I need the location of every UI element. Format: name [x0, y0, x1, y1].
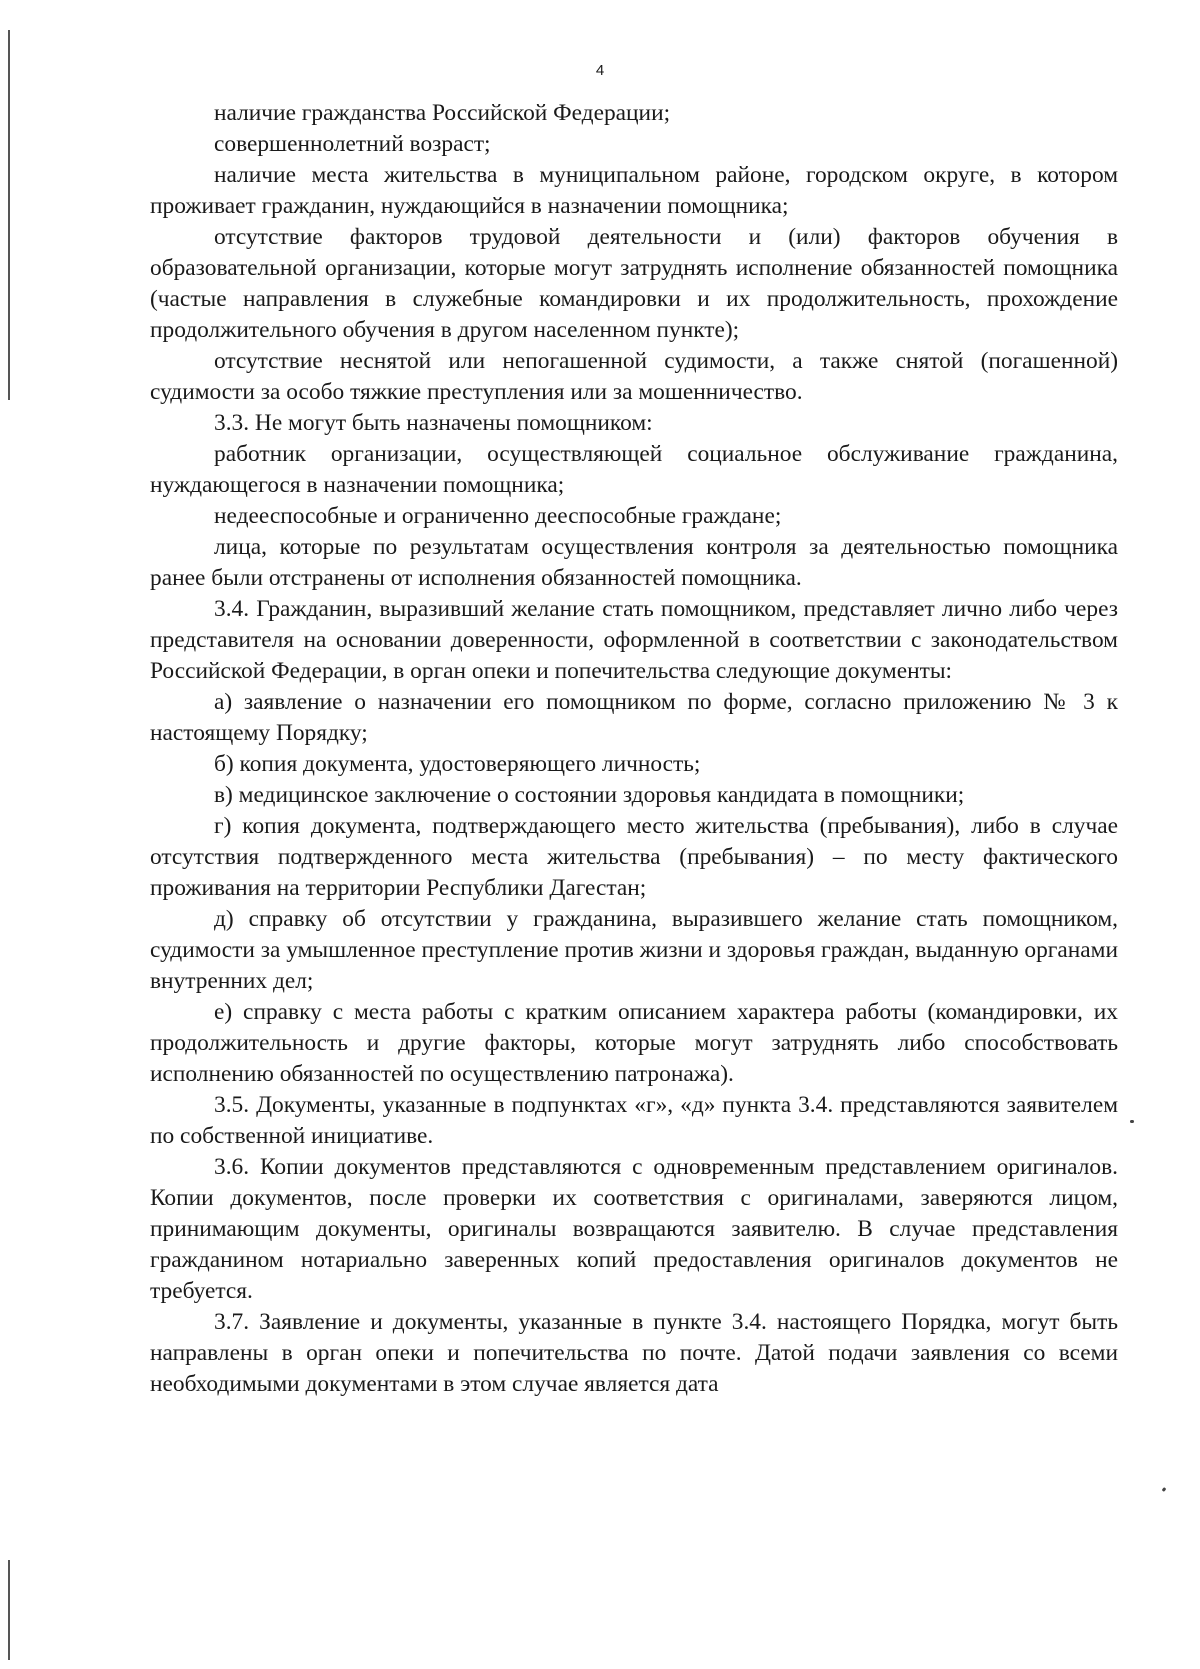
paragraph: наличие места жительства в муниципальном районе, городском округе, в котором проживает гражданин, нуждающийся в назначении помощника; — [150, 162, 1118, 219]
paragraph: отсутствие факторов трудовой деятельности и (или) факторов обучения в образовательной организации, которые могут затруднять исполнение обязанностей помощника (частые направления в служебные командировки и их продолжительность, прохождение продолжительного обучения в другом населенном пункте); — [150, 224, 1118, 343]
scan-speck — [1162, 1487, 1167, 1492]
paragraph: недееспособные и ограниченно дееспособные граждане; — [214, 503, 782, 529]
list-item: в) медицинское заключение о состоянии здоровья кандидата в помощники; — [214, 782, 965, 808]
paragraph: лица, которые по результатам осуществления контроля за деятельностью помощника ранее были отстранены от исполнения обязанностей помощника. — [150, 534, 1118, 591]
paragraph: наличие гражданства Российской Федерации; — [214, 100, 671, 126]
section-heading: 3.3. Не могут быть назначены помощником: — [214, 410, 653, 436]
document-body — [150, 98, 1118, 1400]
paragraph: 3.7. Заявление и документы, указанные в пункте 3.4. настоящего Порядка, могут быть направлены в орган опеки и попечительства по почте. Датой подачи заявления со всеми необходимыми документами в этом случае является дата — [150, 1309, 1118, 1397]
paragraph: работник организации, осуществляющей социальное обслуживание гражданина, нуждающегося в назначении помощника; — [150, 441, 1118, 498]
scan-speck — [1130, 1120, 1134, 1123]
list-item: д) справку об отсутствии у гражданина, выразившего желание стать помощником, судимости за умышленное преступление против жизни и здоровья граждан, выданную органами внутренних дел; — [150, 906, 1118, 994]
paragraph: 3.6. Копии документов представляются с одновременным представлением оригиналов. Копии документов, после проверки их соответствия с оригиналами, заверяются лицом, принимающим документы, оригиналы возвращаются заявителю. В случае представления гражданином нотариально заверенных копий предоставления оригиналов документов не требуется. — [150, 1154, 1118, 1304]
scan-edge-mark — [8, 30, 10, 400]
list-item: б) копия документа, удостоверяющего личность; — [214, 751, 701, 777]
scan-edge-mark — [8, 1560, 10, 1660]
list-item: а) заявление о назначении его помощником по форме, согласно приложению № 3 к настоящему Порядку; — [150, 689, 1118, 746]
paragraph: совершеннолетний возраст; — [214, 131, 491, 157]
paragraph: 3.4. Гражданин, выразивший желание стать помощником, представляет лично либо через представителя на основании доверенности, оформленной в соответствии с законодательством Российской Федерации, в орган опеки и попечительства следующие документы: — [150, 596, 1118, 684]
list-item: г) копия документа, подтверждающего место жительства (пребывания), либо в случае отсутствия подтвержденного места жительства (пребывания) – по месту фактического проживания на территории Республики Дагестан; — [150, 813, 1118, 901]
page-number: 4 — [595, 62, 605, 79]
paragraph: 3.5. Документы, указанные в подпунктах «г», «д» пункта 3.4. представляются заявителем по собственной инициативе. — [150, 1092, 1118, 1149]
list-item: е) справку с места работы с кратким описанием характера работы (командировки, их продолжительность и другие факторы, которые могут затруднять либо способствовать исполнению обязанностей по осуществлению патронажа). — [150, 999, 1118, 1087]
paragraph: отсутствие неснятой или непогашенной судимости, а также снятой (погашенной) судимости за особо тяжкие преступления или за мошенничество. — [150, 348, 1118, 405]
